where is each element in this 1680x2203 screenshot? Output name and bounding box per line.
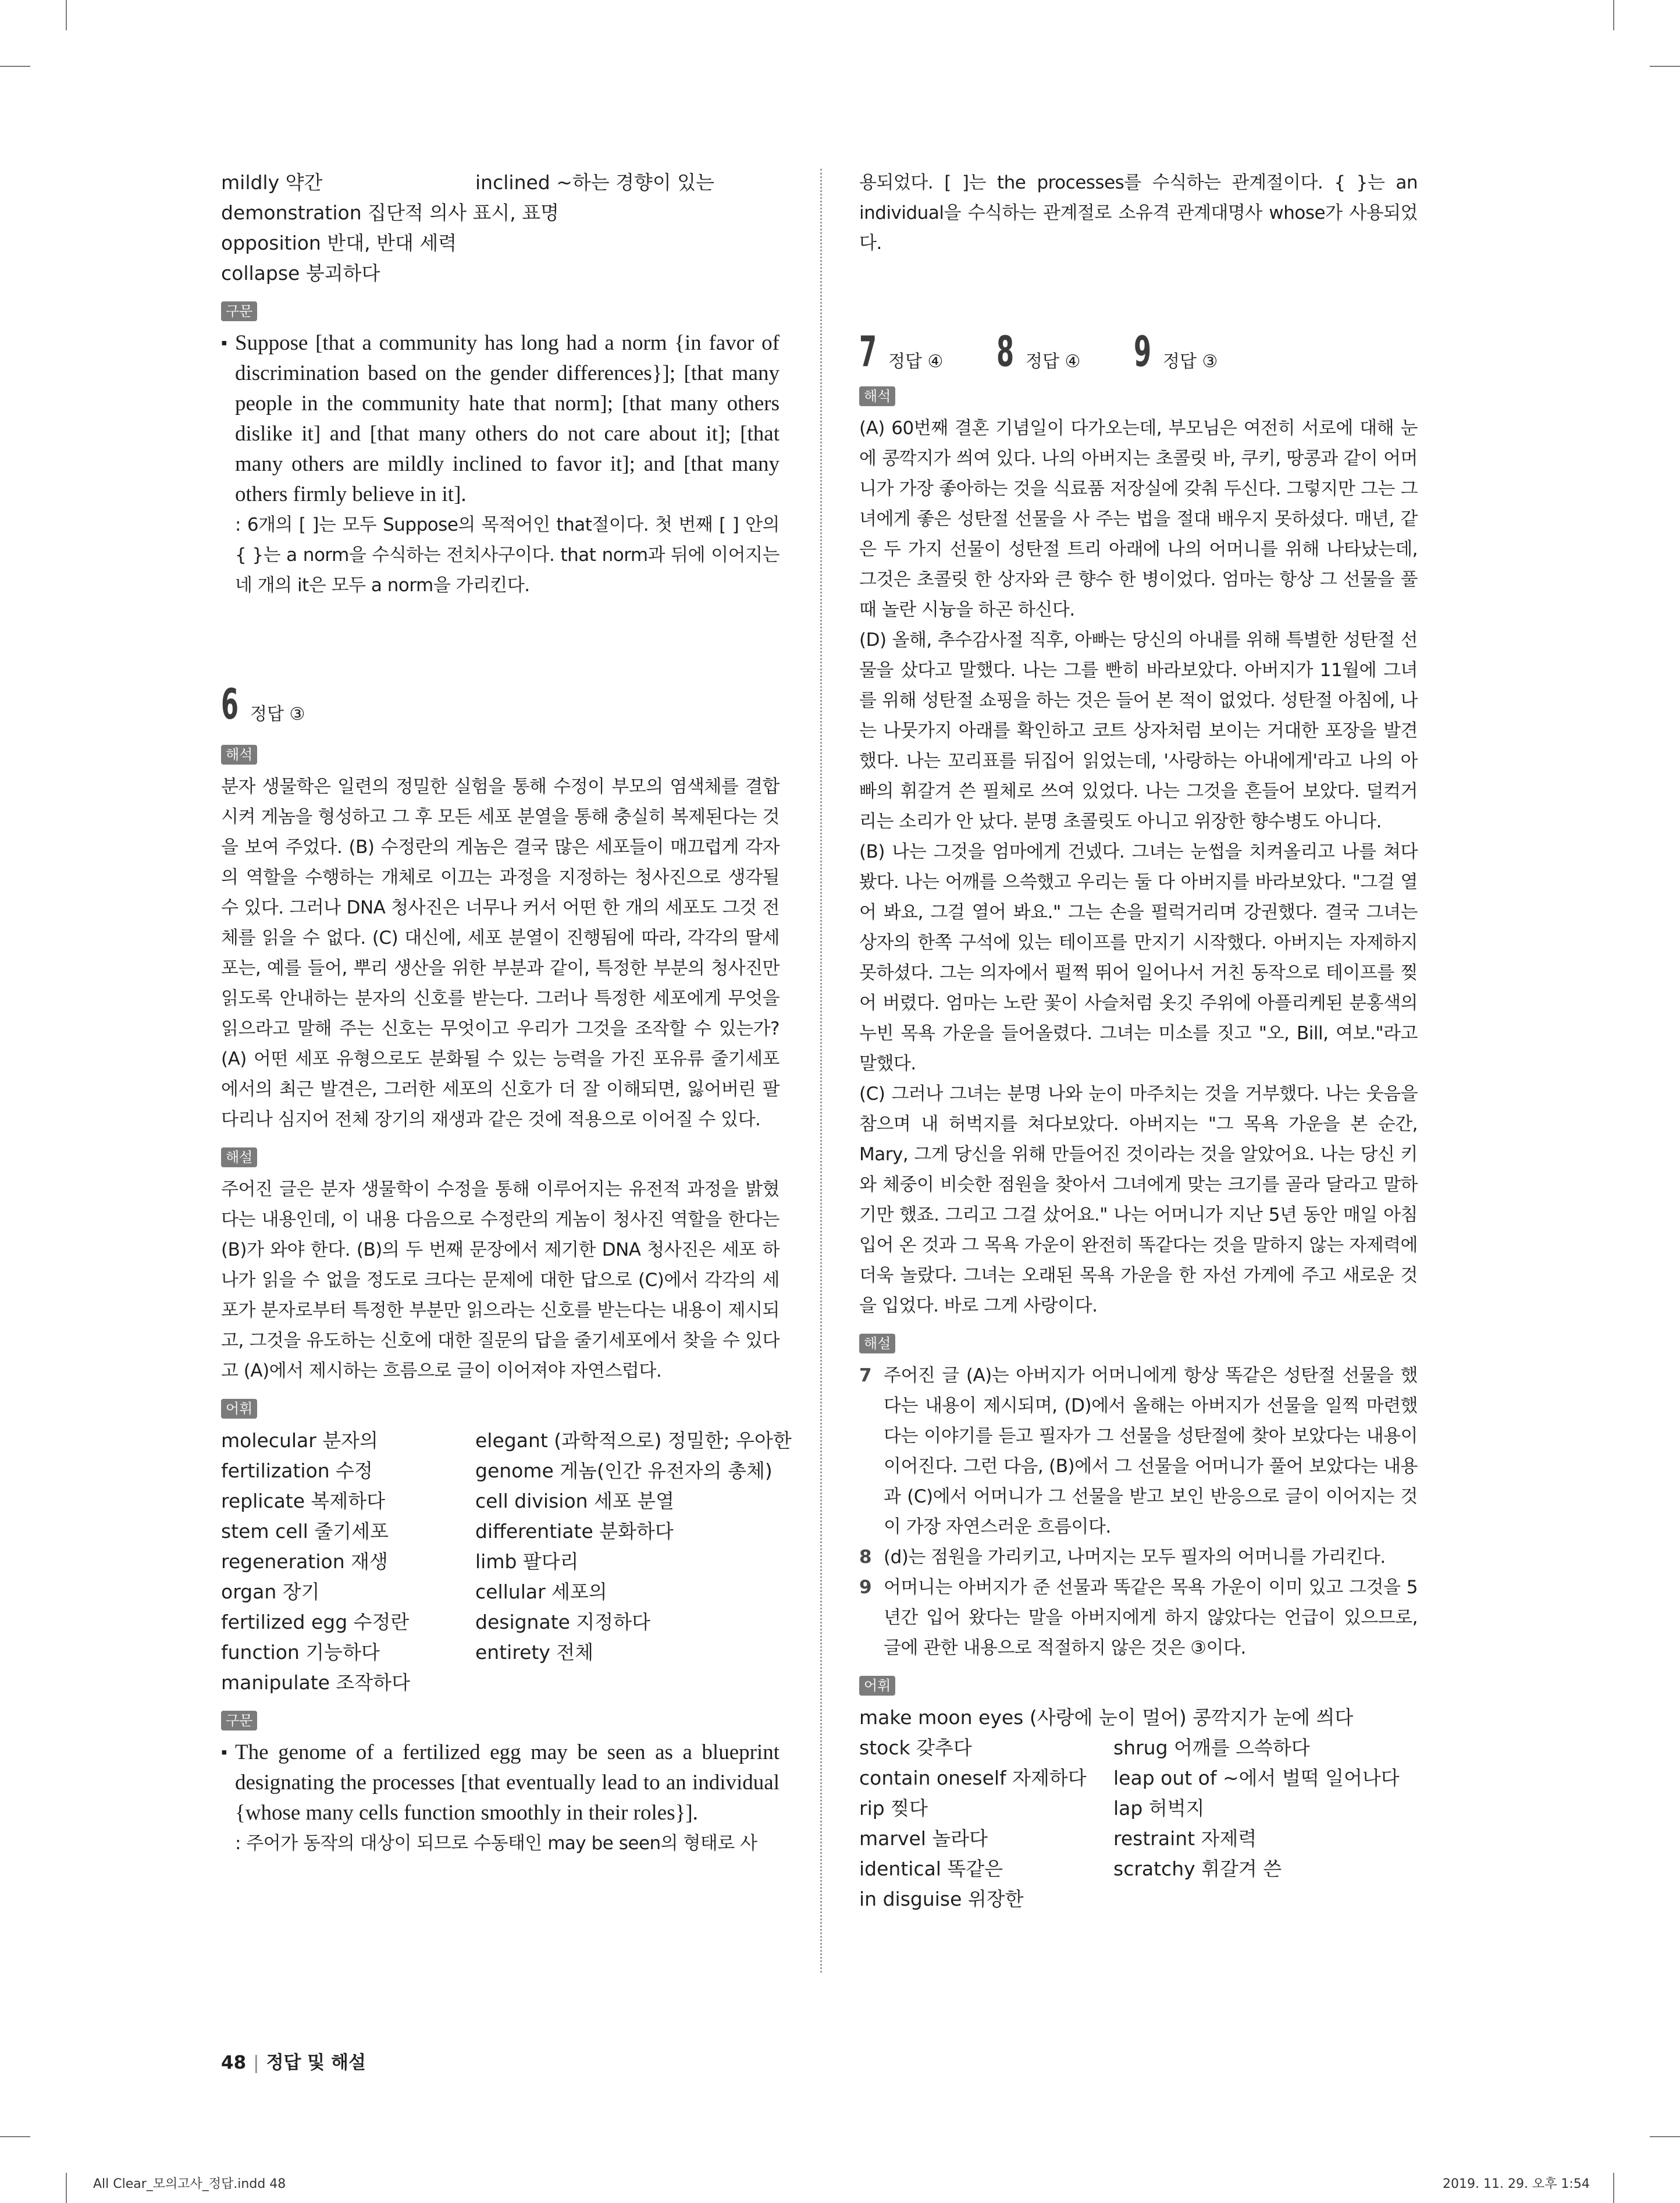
bullet-icon: ▪ — [221, 1743, 227, 1762]
vocab-list-6 — [221, 1426, 792, 1698]
vocab-row: identical 똑같은 scratchy 휘갈겨 쓴 — [859, 1857, 1282, 1880]
page-footer — [221, 2048, 366, 2074]
vocab-row: organ 장기 cellular 세포의 — [221, 1580, 607, 1603]
footer-separator: | — [253, 2052, 259, 2073]
question-number: 6 — [221, 680, 239, 729]
continued-note: 용되었다. [ ]는 the processes를 수식하는 관계절이다. { }는 an individual을 수식하는 관계절로 소유격 관계대명사 whose가 사용되었다. — [859, 172, 1418, 254]
gumun-note-2: : 주어가 동작의 대상이 되므로 수동태인 may be seen의 형태로 사 — [235, 1833, 757, 1854]
translation-7-9 — [859, 413, 1418, 1321]
translation-6: 분자 생물학은 일련의 정밀한 실험을 통해 수정이 부모의 염색체를 결합시켜 게놈을 형성하고 그 후 모든 세포 분열을 통해 충실히 복제된다는 것을 보여 주었다. (B) 수정란의 게놈은 결국 많은 세포들이 매끄럽게 각자의 역할을 수행하는 개체로 이끄는 과정을 지정하는 청사진으로 생각될 수 있다. 그러나 DNA 청사진은 너무나 커서 어떤 한 개의 세포도 그것 전체를 읽을 수 없다. (C) 대신에, 세포 분열이 진행됨에 따라, 각각의 딸세포는, 예를 들어, 뿌리 생산을 위한 부분과 같이, 특정한 부분의 청사진만 읽도록 안내하는 분자의 신호를 받는다. 그러나 특정한 세포에게 무엇을 읽으라고 말해 주는 신호는 무엇이고 우리가 그것을 조작할 수 있는가? (A) 어떤 세포 유형으로도 분화될 수 있는 능력을 가진 포유류 줄기세포에서의 최근 발견은, 그러한 세포의 신호가 더 잘 이해되면, 잃어버린 팔다리나 심지어 전체 장기의 재생과 같은 것에 적용으로 이어질 수 있다. — [221, 776, 780, 1130]
answer-label: 정답 ③ — [1163, 351, 1218, 372]
slug-file-info: All Clear_모의고사_정답.indd 48 — [93, 2177, 286, 2191]
answer-8 — [996, 328, 1134, 375]
answer-9 — [1134, 328, 1218, 375]
question-number: 7 — [859, 327, 877, 376]
answer-label: 정답 ③ — [250, 704, 305, 724]
explanation-6: 주어진 글은 분자 생물학이 수정을 통해 이루어지는 유전적 과정을 밝혔다는 내용인데, 이 내용 다음으로 수정란의 게놈이 청사진 역할을 한다는 (B)가 와야 한다. (B)의 두 번째 문장에서 제기한 DNA 청사진은 세포 하나가 읽을 수 없을 정도로 크다는 문제에 대한 답으로 (C)에서 각각의 세포가 분자로부터 특정한 부분만 읽으라는 신호를 받는다는 내용이 제시되고, 그것을 유도하는 신호에 대한 질문의 답을 줄기세포에서 찾을 수 있다고 (A)에서 제시하는 흐름으로 글이 이어져야 자연스럽다. — [221, 1179, 780, 1381]
explanation-item: 8 (d)는 점원을 가리키고, 나머지는 모두 필자의 어머니를 가리킨다. — [859, 1547, 1386, 1568]
page-number: 48 — [221, 2052, 247, 2073]
vocab-row: fertilization 수정 genome 게놈(인간 유전자의 총체) — [221, 1459, 773, 1482]
vocab-row: stock 갖추다 shrug 어깨를 으쓱하다 — [859, 1736, 1310, 1759]
translation-paragraph: (C) 그러나 그녀는 분명 나와 눈이 마주치는 것을 거부했다. 나는 웃음을 참으며 내 허벅지를 쳐다보았다. 아버지는 "그 목욕 가운을 본 순간, Mary, 그게 당신을 위해 만들어진 것이라는 것을 알았어요. 나는 당신 키와 체중이 비슷한 점원을 찾아서 그녀에게 맞는 크기를 골라 달라고 말하기만 했죠. 그리고 그걸 샀어요." 나는 어머니가 지난 5년 동안 매일 아침 입어 온 것과 그 목욕 가운이 완전히 똑같다는 것을 말하지 않는 자제력에 더욱 놀랐다. 그녀는 오래된 목욕 가운을 한 자선 가게에 주고 새로운 것을 입었다. 바로 그게 사랑이다. — [859, 1083, 1418, 1316]
explanation-item: 9 어머니는 아버지가 준 선물과 똑같은 목욕 가운이 이미 있고 그것을 5년간 입어 왔다는 말을 아버지에게 하지 않았다는 언급이 있으므로, 글에 관한 내용으로 적절하지 않은 것은 ③이다. — [859, 1577, 1418, 1658]
tag-gumun: 구문 — [221, 1711, 257, 1731]
vocab-row: collapse 붕괴하다 — [221, 262, 380, 285]
answer-label: 정답 ④ — [1026, 351, 1081, 372]
vocab-row: replicate 복제하다 cell division 세포 분열 — [221, 1490, 675, 1512]
tag-haeseol: 해설 — [859, 1334, 895, 1353]
vocab-row: stem cell 줄기세포 differentiate 분화하다 — [221, 1520, 674, 1543]
translation-paragraph: (D) 올해, 추수감사절 직후, 아빠는 당신의 아내를 위해 특별한 성탄절 선물을 샀다고 말했다. 나는 그를 빤히 바라보았다. 아버지가 11월에 그녀를 위해 성탄절 쇼핑을 하는 것은 들어 본 적이 없었다. 성탄절 아침에, 나는 나뭇가지 아래를 확인하고 코트 상자처럼 보이는 거대한 포장을 발견했다. 나는 꼬리표를 뒤집어 읽었는데, '사랑하는 아내에게'라고 나의 아빠의 휘갈겨 쓴 필체로 쓰여 있었다. 나는 그것을 흔들어 보았다. 덜컥거리는 소리가 안 났다. 분명 초콜릿도 아니고 위장한 향수병도 아니다. — [859, 630, 1418, 832]
crop-mark — [66, 2173, 67, 2203]
bullet-icon: ▪ — [221, 333, 227, 353]
tag-haeseok: 해석 — [859, 386, 895, 406]
translation-paragraph: (A) 60번째 결혼 기념일이 다가오는데, 부모님은 여전히 서로에 대해 눈에 콩깍지가 씌여 있다. 나의 아버지는 초콜릿 바, 쿠키, 땅콩과 같이 어머니가 가장 좋아하는 것을 식료품 저장실에 갖춰 두신다. 그렇지만 그는 그녀에게 좋은 성탄절 선물을 사 주는 법을 절대 배우지 못하셨다. 매년, 같은 두 가지 선물이 성탄절 트리 아래에 나의 어머니를 위해 나타났는데, 그것은 초콜릿 한 상자와 큰 향수 한 병이었다. 엄마는 항상 그 선물을 풀 때 놀란 시늉을 하곤 하신다. — [859, 418, 1418, 620]
vocab-row: regeneration 재생 limb 팔다리 — [221, 1550, 579, 1573]
vocab-row: marvel 놀라다 restraint 자제력 — [859, 1827, 1257, 1850]
crop-mark — [1613, 2173, 1614, 2203]
vocab-list-7-9 — [859, 1703, 1418, 1914]
tag-haeseol: 해설 — [221, 1147, 257, 1167]
left-column — [221, 168, 792, 1859]
tag-eohwi: 어휘 — [859, 1676, 895, 1696]
crop-mark — [66, 0, 67, 30]
vocab-row: demonstration 집단적 의사 표시, 표명 — [221, 201, 559, 224]
crop-mark — [0, 2136, 30, 2137]
section-title: 정답 및 해설 — [266, 2052, 366, 2073]
answer-6 — [221, 675, 780, 727]
gumun-sentence-2: ▪ The genome of a fertilized egg may be seen as a blueprint designating the processes [that eventually lead to an individual {whose many cells function smoothly in their roles}]. — [221, 1737, 780, 1828]
crop-mark — [1613, 0, 1614, 30]
vocab-row: opposition 반대, 반대 세력 — [221, 232, 457, 254]
vocab-row: mildly 약간 inclined ~하는 경향이 있는 — [221, 171, 714, 194]
crop-mark — [1650, 2136, 1680, 2137]
tag-eohwi: 어휘 — [221, 1399, 257, 1419]
vocab-row: manipulate 조작하다 — [221, 1671, 410, 1694]
question-number: 9 — [1134, 327, 1152, 376]
explanation-item: 7 주어진 글 (A)는 아버지가 어머니에게 항상 똑같은 성탄절 선물을 했다는 내용이 제시되며, (D)에서 올해는 아버지가 선물을 일찍 마련했다는 이야기를 듣고 필자가 그 선물을 성탄절에 찾아 보았다는 내용이 이어진다. 그런 다음, (B)에서 그 선물을 어머니가 풀어 보았다는 내용과 (C)에서 어머니가 그 선물을 받고 보인 반응으로 글이 이어지는 것이 가장 자연스러운 흐름이다. — [859, 1365, 1418, 1537]
gumun-note-1: : 6개의 [ ]는 모두 Suppose의 목적어인 that절이다. 첫 번째 [ ] 안의 { }는 a norm을 수식하는 전치사구이다. that norm과 뒤에 이어지는 네 개의 it은 모두 a norm을 가리킨다. — [235, 514, 780, 596]
crop-mark — [0, 66, 30, 67]
vocab-row: fertilized egg 수정란 designate 지정하다 — [221, 1611, 650, 1633]
answer-7 — [859, 328, 996, 375]
gumun-sentence-1: ▪ Suppose [that a community has long had a norm {in favor of discrimination based on the gender differences}]; [that many people in the community hate that norm]; [that many others dislike it] and [that many others do not care about it]; [that many others are mildly inclined to favor it]; and [that many others firmly believe in it]. — [221, 328, 780, 510]
vocab-list-top — [221, 168, 780, 289]
vocab-row: rip 찢다 lap 허벅지 — [859, 1797, 1205, 1820]
slug-date-info: 2019. 11. 29. 오후 1:54 — [1443, 2177, 1590, 2191]
answers-7-9 — [859, 322, 1418, 375]
vocab-row: function 기능하다 entirety 전체 — [221, 1641, 594, 1664]
vocab-row: in disguise 위장한 — [859, 1888, 1024, 1910]
tag-gumun: 구문 — [221, 301, 257, 321]
crop-mark — [1650, 66, 1680, 67]
vocab-row: contain oneself 자제하다 leap out of ~에서 벌떡 일어나다 — [859, 1767, 1400, 1789]
vocab-row: molecular 분자의 elegant (과학적으로) 정밀한; 우아한 — [221, 1429, 792, 1452]
explanations-7-9 — [859, 1360, 1418, 1663]
column-divider — [820, 169, 822, 1973]
tag-haeseok: 해석 — [221, 745, 257, 765]
question-number: 8 — [996, 327, 1015, 376]
translation-paragraph: (B) 나는 그것을 엄마에게 건넸다. 그녀는 눈썹을 치켜올리고 나를 쳐다봤다. 나는 어깨를 으쓱했고 우리는 둘 다 아버지를 바라보았다. "그걸 열어 봐요, 그걸 열어 봐요." 그는 손을 펄럭거리며 강권했다. 결국 그녀는 상자의 한쪽 구석에 있는 테이프를 만지기 시작했다. 아버지는 자제하지 못하셨다. 그는 의자에서 펄쩍 뛰어 일어나서 거친 동작으로 테이프를 찢어 버렸다. 엄마는 노란 꽃이 사슬처럼 옷깃 주위에 아플리케된 분홍색의 누빈 목욕 가운을 들어올렸다. 그녀는 미소를 짓고 "오, Bill, 여보."라고 말했다. — [859, 841, 1418, 1074]
right-column — [859, 168, 1418, 1914]
vocab-row: make moon eyes (사랑에 눈이 멀어) 콩깍지가 눈에 씌다 — [859, 1706, 1354, 1729]
answer-label: 정답 ④ — [888, 351, 944, 372]
